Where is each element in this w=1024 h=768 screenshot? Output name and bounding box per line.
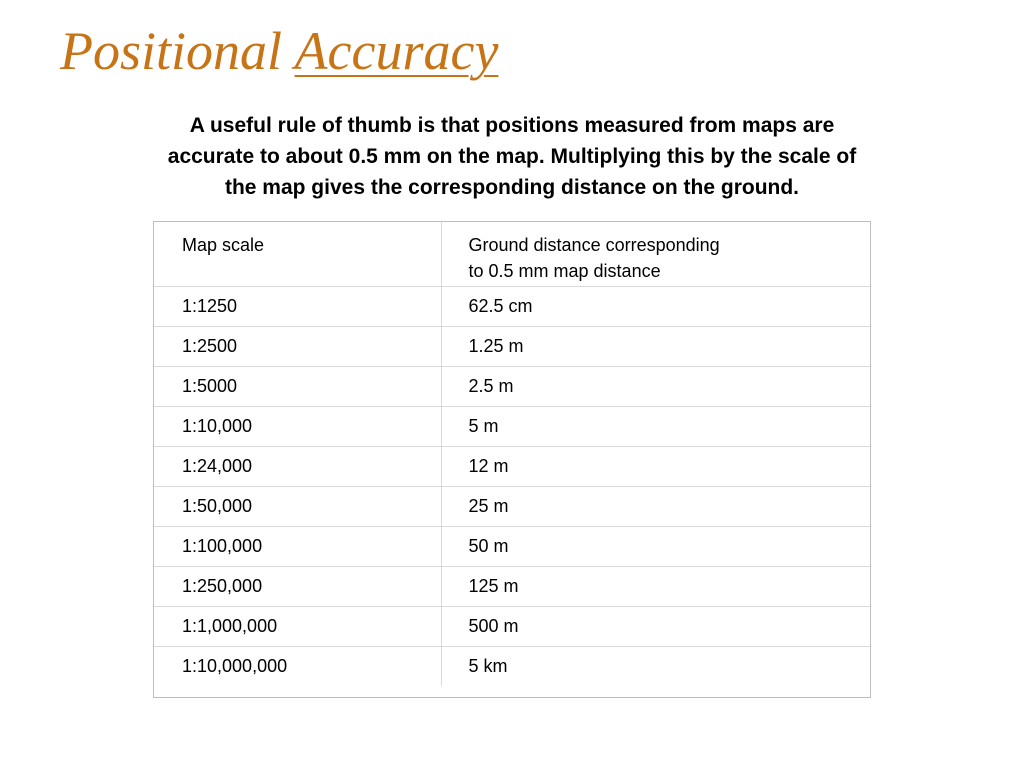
cell-map-scale: 1:100,000 <box>154 526 441 566</box>
cell-map-scale: 1:1250 <box>154 286 441 326</box>
cell-ground-distance: 2.5 m <box>441 366 870 406</box>
intro-line-3: the map gives the corresponding distance on the ground. <box>224 176 800 199</box>
table-row <box>154 606 870 646</box>
intro-line-1: A useful rule of thumb is that positions measured from maps are <box>189 114 835 137</box>
table-header-row <box>154 222 870 286</box>
cell-ground-distance: 50 m <box>441 526 870 566</box>
cell-map-scale: 1:10,000 <box>154 406 441 446</box>
title-word-accuracy: Accuracy <box>294 21 499 81</box>
table-row <box>154 566 870 606</box>
table-row <box>154 486 870 526</box>
cell-ground-distance: 1.25 m <box>441 326 870 366</box>
intro-line-2: accurate to about 0.5 mm on the map. Multiplying this by the scale of <box>167 145 857 168</box>
table-row <box>154 326 870 366</box>
header-map-scale: Map scale <box>154 222 441 286</box>
cell-map-scale: 1:2500 <box>154 326 441 366</box>
table-row <box>154 526 870 566</box>
scale-table-container <box>153 221 871 698</box>
title-word-positional: Positional <box>60 21 283 81</box>
table-row <box>154 366 870 406</box>
cell-ground-distance: 5 km <box>468 655 508 676</box>
cell-map-scale: 1:24,000 <box>154 446 441 486</box>
cell-map-scale: 1:5000 <box>154 366 441 406</box>
header-ground-distance-line-1: Ground distance corresponding <box>468 235 720 255</box>
cell-ground-distance: 5 m <box>441 406 870 446</box>
cell-ground-distance: 25 m <box>441 486 870 526</box>
table-row <box>154 406 870 446</box>
cell-map-scale: 1:10,000,000 <box>154 646 441 686</box>
cell-ground-distance: 12 m <box>441 446 870 486</box>
cell-ground-distance: 500 m <box>441 606 870 646</box>
table-row <box>154 446 870 486</box>
scale-table <box>154 222 870 686</box>
header-ground-distance <box>441 222 870 286</box>
slide-title <box>60 22 498 81</box>
cell-map-scale: 1:50,000 <box>154 486 441 526</box>
table-row <box>154 646 870 686</box>
table-row <box>154 286 870 326</box>
cell-map-scale: 1:250,000 <box>154 566 441 606</box>
cell-map-scale: 1:1,000,000 <box>154 606 441 646</box>
cell-ground-distance: 125 m <box>441 566 870 606</box>
intro-paragraph <box>60 110 964 203</box>
header-ground-distance-line-2: to 0.5 mm map distance <box>468 261 661 281</box>
cell-ground-distance: 62.5 cm <box>441 286 870 326</box>
